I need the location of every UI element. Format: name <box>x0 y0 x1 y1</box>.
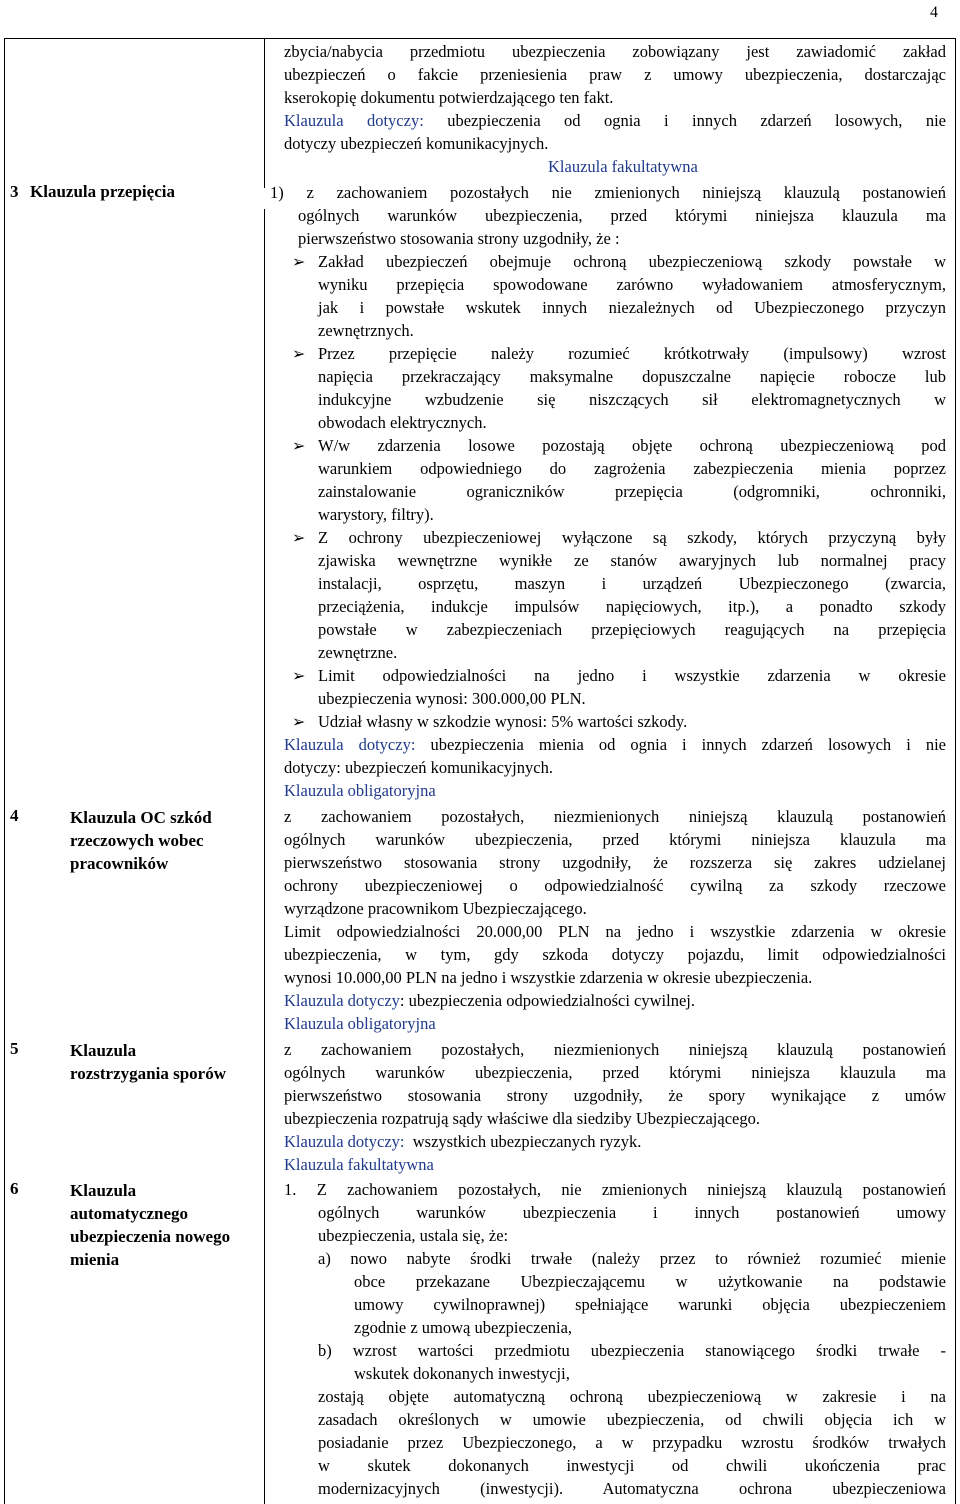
page-number: 4 <box>930 4 938 21</box>
body-text-line: modernizacyjnych (inwestycji). Automatyczna ochrona ubezpieczeniowa <box>318 1479 946 1498</box>
body-text-line: dotyczy ubezpieczeń komunikacyjnych. <box>284 134 549 153</box>
body-text-line: w skutek dokonanych inwestycji od chwili ukończenia prac <box>318 1456 946 1475</box>
body-text-line: obce przekazane Ubezpieczającemu w użytkowanie na podstawie <box>354 1272 946 1291</box>
clause-title-line: ubezpieczenia nowego <box>70 1227 231 1246</box>
body-text-line: ubezpieczenia, w tym, gdy szkoda dotyczy pojazdu, limit odpowiedzialności <box>284 945 946 964</box>
body-text-line: ubezpieczenia, ustala się, że: <box>318 1226 509 1245</box>
column-divider <box>264 209 265 1504</box>
body-text-line: Z ochrony ubezpieczeniowej wyłączone są szkody, których przyczyną były <box>318 528 946 547</box>
row-number: 5 <box>10 1039 19 1058</box>
clause-title-line: Klauzula OC szkód <box>70 808 212 827</box>
body-text-line: warystory, filtry). <box>318 505 434 524</box>
body-text-line: ogólnych warunków ubezpieczenia, przed którymi niniejsza klauzula ma <box>284 830 946 849</box>
body-text-line: obwodach elektrycznych. <box>318 413 487 432</box>
body-text-line: kserokopię dokumentu potwierdzającego ten fakt. <box>284 88 614 107</box>
body-text-line: przeciążenia, indukcje impulsów napięciowych, itp.), a ponadto szkody <box>318 597 946 616</box>
clause-type-label: Klauzula fakultatywna <box>284 1155 434 1174</box>
body-text-line: dotyczy: ubezpieczeń komunikacyjnych. <box>284 758 553 777</box>
body-text-line: wyniku przepięcia spowodowane zarówno wyładowaniem atmosferycznym, <box>318 275 946 294</box>
body-text-line: ogólnych warunków ubezpieczenia i innych postanowień umowy <box>318 1203 946 1222</box>
arrow-bullet-icon: ➢ <box>292 714 306 731</box>
body-text-line: a) nowo nabyte środki trwałe (należy przez to również rozumieć mienie <box>318 1249 946 1268</box>
body-text-line: zasadach określonych w umowie ubezpieczenia, od chwili objęcia ich w <box>318 1410 946 1429</box>
body-text-line: zewnętrznych. <box>318 321 414 340</box>
clause-title-line: mienia <box>70 1250 120 1269</box>
body-text-line: indukcyjne wzbudzenie się niszczących sił elektromagnetycznych w <box>318 390 946 409</box>
body-text-line: zbycia/nabycia przedmiotu ubezpieczenia zobowiązany jest zawiadomić zakład <box>284 42 946 61</box>
clause-title-line: rzeczowych wobec <box>70 831 204 850</box>
body-text-line: Limit odpowiedzialności na jedno i wszystkie zdarzenia w okresie <box>318 666 946 685</box>
body-text-line: W/w zdarzenia losowe pozostają objęte ochroną ubezpieczeniową pod <box>318 436 946 455</box>
body-text-line: ubezpieczenia rozpatrują sądy właściwe dla siedziby Ubezpieczającego. <box>284 1109 760 1128</box>
clause-scope-line: Klauzula dotyczy: ubezpieczenia odpowiedzialności cywilnej. <box>284 991 695 1010</box>
body-text-line: z zachowaniem pozostałych, niezmienionych niniejszą klauzulą postanowień <box>284 807 946 826</box>
clause-scope-line: Klauzula dotyczy: ubezpieczenia mienia od ognia i innych zdarzeń losowych i nie <box>284 735 946 754</box>
clause-type-label: Klauzula obligatoryjna <box>284 781 436 800</box>
row-number: 4 <box>10 806 19 825</box>
clause-type-label: Klauzula obligatoryjna <box>284 1014 436 1033</box>
body-text-line: posiadanie przez Ubezpieczonego, a w przypadku wzrostu środków trwałych <box>318 1433 946 1452</box>
body-text-line: Udział własny w szkodzie wynosi: 5% wartości szkody. <box>318 712 688 731</box>
body-text-line: ochrony ubezpieczeniowej o odpowiedzialność cywilną za szkody rzeczowe <box>284 876 946 895</box>
row-number: 6 <box>10 1179 19 1198</box>
body-text-line: pierwszeństwo stosowania strony uzgodniły, że rozszerza się zakres udzielanej <box>284 853 946 872</box>
body-text-line: zainstalowanie ograniczników przepięcia (odgromniki, ochronniki, <box>318 482 946 501</box>
body-text-line: ogólnych warunków ubezpieczenia, przed którymi niniejsza klauzula ma <box>298 206 946 225</box>
clause-title: Klauzula przepięcia <box>30 182 175 201</box>
arrow-bullet-icon: ➢ <box>292 254 306 271</box>
body-text-line: zjawiska wewnętrzne wynikłe ze stanów awaryjnych lub normalnej pracy <box>318 551 946 570</box>
body-text-line: Przez przepięcie należy rozumieć krótkotrwały (impulsowy) wzrost <box>318 344 946 363</box>
body-text-line: jak i powstałe wskutek innych niezależnych od Ubezpieczonego przyczyn <box>318 298 946 317</box>
body-text-line: ubezpieczeń o fakcie przeniesienia praw z umowy ubezpieczenia, dostarczając <box>284 65 946 84</box>
body-text-line: ubezpieczenia wynosi: 300.000,00 PLN. <box>318 689 586 708</box>
clause-title-line: automatycznego <box>70 1204 189 1223</box>
arrow-bullet-icon: ➢ <box>292 438 306 455</box>
body-text-line: zostają objęte automatyczną ochroną ubezpieczeniową w zakresie i na <box>318 1387 946 1406</box>
body-text-line: Limit odpowiedzialności 20.000,00 PLN na jedno i wszystkie zdarzenia w okresie <box>284 922 946 941</box>
body-text-line: wyrządzone pracownikom Ubezpieczającego. <box>284 899 587 918</box>
clause-title-line: rozstrzygania sporów <box>70 1064 226 1083</box>
body-text-line: wynosi 10.000,00 PLN na jedno i wszystkie zdarzenia w okresie ubezpieczenia. <box>284 968 813 987</box>
arrow-bullet-icon: ➢ <box>292 530 306 547</box>
body-text-line: napięcia przekraczający maksymalne dopuszczalne napięcie robocze lub <box>318 367 946 386</box>
row-number: 3 <box>10 182 19 201</box>
clause-title-line: Klauzula <box>70 1181 137 1200</box>
body-text-line: zewnętrzne. <box>318 643 398 662</box>
body-text-line: 1) z zachowaniem pozostałych nie zmienionych niniejszą klauzulą postanowień <box>270 183 946 202</box>
body-text-line: Zakład ubezpieczeń obejmuje ochroną ubezpieczeniową szkody powstałe w <box>318 252 946 271</box>
arrow-bullet-icon: ➢ <box>292 668 306 685</box>
body-text-line: pierwszeństwo stosowania strony uzgodniły, że : <box>298 229 620 248</box>
column-divider <box>264 38 265 188</box>
body-text-line: wskutek dokonanych inwestycji, <box>354 1364 570 1383</box>
body-text-line: pierwszeństwo stosowania strony uzgodniły, że spory wynikające z umów <box>284 1086 946 1105</box>
clause-title-line: Klauzula <box>70 1041 137 1060</box>
body-text-line: z zachowaniem pozostałych, niezmienionych niniejszą klauzulą postanowień <box>284 1040 946 1059</box>
body-text-line: b) wzrost wartości przedmiotu ubezpieczenia stanowiącego środki trwałe - <box>318 1341 946 1360</box>
clause-title-line: pracowników <box>70 854 169 873</box>
clause-scope-line: Klauzula dotyczy: ubezpieczenia od ognia i innych zdarzeń losowych, nie <box>284 111 947 130</box>
body-text-line: umowy cywilnoprawnej) spełniające warunki objęcia ubezpieczeniem <box>354 1295 946 1314</box>
arrow-bullet-icon: ➢ <box>292 346 306 363</box>
clause-scope-line: Klauzula dotyczy: wszystkich ubezpieczanych ryzyk. <box>284 1132 642 1151</box>
body-text-line: ogólnych warunków ubezpieczenia, przed którymi niniejsza klauzula ma <box>284 1063 946 1082</box>
body-text-line: 1. Z zachowaniem pozostałych, nie zmienionych niniejszą klauzulą postanowień <box>284 1180 946 1199</box>
body-text-line: warunkiem odpowiedniego do zagrożenia zabezpieczenia mienia poprzez <box>318 459 946 478</box>
body-text-line: instalacji, osprzętu, maszyn i urządzeń Ubezpieczonego (zwarcia, <box>318 574 946 593</box>
body-text-line: powstałe w zabezpieczeniach przepięciowych reagujących na przepięcia <box>318 620 946 639</box>
body-text-line: zgodnie z umową ubezpieczenia, <box>354 1318 573 1337</box>
clause-type-label: Klauzula fakultatywna <box>548 157 698 176</box>
